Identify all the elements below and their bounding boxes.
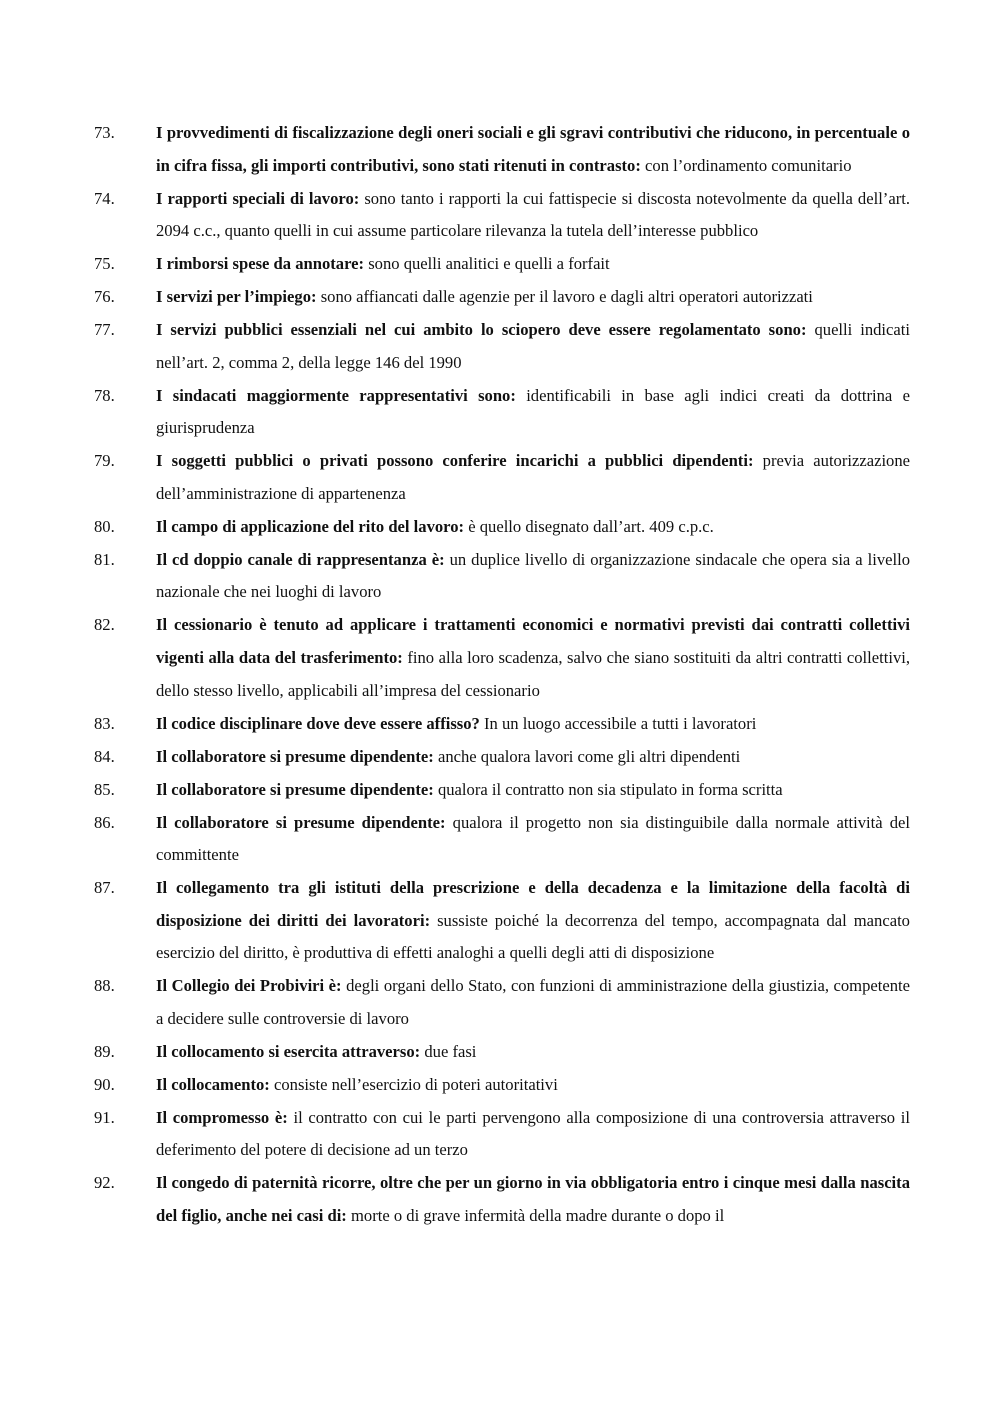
item-question: Il codice disciplinare dove deve essere affisso? bbox=[156, 713, 480, 733]
item-answer: un duplice livello di organizzazione sindacale che opera sia a livello nazionale che nei luoghi di lavoro bbox=[156, 549, 911, 602]
list-item bbox=[94, 544, 910, 609]
item-number: 92. bbox=[94, 1173, 115, 1193]
item-answer: sono affiancati dalle agenzie per il lavoro e dagli altri operatori autorizzati bbox=[320, 287, 813, 307]
item-question: Il collaboratore si presume dipendente: bbox=[156, 779, 434, 799]
item-question: Il collegamento tra gli istituti della prescrizione e della decadenza e la limitazione della facoltà di disposizione dei diritti dei lavoratori: bbox=[156, 878, 910, 930]
item-question: I servizi pubblici essenziali nel cui ambito lo sciopero deve essere regolamentato sono: bbox=[156, 320, 807, 340]
item-number: 87. bbox=[94, 878, 115, 898]
list-item bbox=[94, 708, 910, 741]
list-item bbox=[94, 609, 910, 707]
item-answer: previa autorizzazione dell’amministrazione di appartenenza bbox=[156, 451, 911, 503]
item-question: I rapporti speciali di lavoro: bbox=[156, 188, 360, 208]
item-number: 85. bbox=[94, 779, 115, 799]
item-text bbox=[156, 1167, 910, 1232]
list-item bbox=[94, 117, 910, 182]
list-item bbox=[94, 1102, 910, 1167]
list-item bbox=[94, 1069, 910, 1102]
item-text bbox=[156, 609, 910, 707]
item-text bbox=[156, 248, 910, 281]
item-number: 83. bbox=[94, 713, 115, 733]
list-item bbox=[94, 281, 910, 314]
item-text bbox=[156, 511, 910, 544]
item-text bbox=[156, 183, 910, 248]
item-answer: qualora il progetto non sia distinguibile dalla normale attività del committente bbox=[156, 812, 910, 865]
list-item bbox=[94, 970, 910, 1035]
item-number: 80. bbox=[94, 516, 115, 536]
item-number: 89. bbox=[94, 1041, 115, 1061]
item-number: 73. bbox=[94, 123, 115, 142]
list-item bbox=[94, 314, 910, 379]
list-item bbox=[94, 183, 910, 248]
item-text bbox=[156, 774, 910, 807]
item-text bbox=[156, 1069, 910, 1102]
item-number: 86. bbox=[94, 812, 115, 832]
item-answer: quelli indicati nell’art. 2, comma 2, della legge 146 del 1990 bbox=[156, 320, 910, 372]
item-answer: morte o di grave infermità della madre durante o dopo il bbox=[350, 1206, 725, 1226]
item-number: 76. bbox=[94, 287, 115, 307]
item-text bbox=[156, 1036, 910, 1069]
item-number: 77. bbox=[94, 320, 115, 340]
item-question: I sindacati maggiormente rappresentativi sono: bbox=[156, 385, 516, 405]
item-text bbox=[156, 445, 910, 510]
item-number: 78. bbox=[94, 385, 115, 405]
item-number: 81. bbox=[94, 549, 115, 569]
item-question: Il collocamento: bbox=[156, 1074, 270, 1094]
item-answer: due fasi bbox=[424, 1041, 477, 1061]
item-text bbox=[156, 281, 910, 314]
list-item bbox=[94, 1036, 910, 1069]
item-text bbox=[156, 741, 910, 774]
item-text bbox=[156, 708, 910, 741]
item-number: 74. bbox=[94, 188, 115, 208]
item-question: Il collocamento si esercita attraverso: bbox=[156, 1041, 421, 1061]
item-answer: con l’ordinamento comunitario bbox=[645, 155, 852, 175]
item-question: Il collaboratore si presume dipendente: bbox=[156, 746, 434, 766]
item-number: 91. bbox=[94, 1107, 115, 1127]
item-text bbox=[156, 970, 910, 1035]
list-item bbox=[94, 807, 910, 872]
item-text bbox=[156, 807, 910, 872]
item-answer: consiste nell’esercizio di poteri autoritativi bbox=[273, 1074, 558, 1094]
item-answer: il contratto con cui le parti pervengono alla composizione di una controversia attraverso il deferimento del potere di decisione ad un terzo bbox=[156, 1107, 910, 1160]
item-answer: fino alla loro scadenza, salvo che siano sostituiti da altri contratti collettivi, dello stesso livello, applicabili all’impresa del cessionario bbox=[156, 648, 910, 700]
item-question: Il cd doppio canale di rappresentanza è: bbox=[156, 549, 445, 569]
item-question: Il campo di applicazione del rito del lavoro: bbox=[156, 516, 465, 536]
item-answer: qualora il contratto non sia stipulato in forma scritta bbox=[437, 779, 783, 799]
item-question: I provvedimenti di fiscalizzazione degli oneri sociali e gli sgravi contributivi che riducono, in percentuale o in cifra fissa, gli importi contributivi, sono stati ritenuti in contrasto: bbox=[156, 123, 910, 175]
question-answer-list bbox=[94, 117, 910, 1233]
item-question: Il collaboratore si presume dipendente: bbox=[156, 812, 446, 832]
item-text bbox=[156, 117, 910, 182]
list-item bbox=[94, 511, 910, 544]
item-answer: è quello disegnato dall’art. 409 c.p.c. bbox=[468, 516, 714, 536]
list-item bbox=[94, 380, 910, 445]
list-item bbox=[94, 741, 910, 774]
item-text bbox=[156, 314, 910, 379]
item-question: Il congedo di paternità ricorre, oltre che per un giorno in via obbligatoria entro i cinque mesi dalla nascita del figlio, anche nei casi di: bbox=[156, 1173, 910, 1226]
item-answer: sussiste poiché la decorrenza del tempo, accompagnata dal mancato esercizio del diritto, è produttiva di effetti analoghi a quelli degli atti di disposizione bbox=[156, 910, 910, 963]
item-question: I servizi per l’impiego: bbox=[156, 287, 317, 307]
list-item bbox=[94, 774, 910, 807]
item-text bbox=[156, 872, 910, 970]
item-answer: sono quelli analitici e quelli a forfait bbox=[368, 254, 610, 274]
item-answer: identificabili in base agli indici creati da dottrina e giurisprudenza bbox=[156, 385, 910, 438]
item-text bbox=[156, 544, 910, 609]
item-text bbox=[156, 1102, 910, 1167]
item-answer: degli organi dello Stato, con funzioni di amministrazione della giustizia, competente a decidere sulle controversie di lavoro bbox=[156, 976, 910, 1028]
item-number: 75. bbox=[94, 254, 115, 274]
item-number: 79. bbox=[94, 451, 115, 471]
item-question: I soggetti pubblici o privati possono conferire incarichi a pubblici dipendenti: bbox=[156, 451, 754, 471]
item-answer: In un luogo accessibile a tutti i lavoratori bbox=[484, 713, 757, 733]
item-number: 82. bbox=[94, 615, 115, 635]
item-number: 90. bbox=[94, 1074, 115, 1094]
item-text bbox=[156, 380, 910, 445]
item-question: Il cessionario è tenuto ad applicare i trattamenti economici e normativi previsti dai contratti collettivi vigenti alla data del trasferimento: bbox=[156, 615, 910, 668]
list-item bbox=[94, 445, 910, 510]
item-question: Il compromesso è: bbox=[156, 1107, 288, 1127]
list-item bbox=[94, 1167, 910, 1232]
list-item bbox=[94, 872, 910, 970]
item-question: I rimborsi spese da annotare: bbox=[156, 254, 365, 274]
item-question: Il Collegio dei Probiviri è: bbox=[156, 976, 342, 996]
item-answer: sono tanto i rapporti la cui fattispecie si discosta notevolmente da quella dell’art. 2094 c.c., quanto quelli in cui assume particolare rilevanza la tutela dell’interesse pubblico bbox=[156, 188, 910, 241]
list-item bbox=[94, 248, 910, 281]
item-answer: anche qualora lavori come gli altri dipendenti bbox=[437, 746, 741, 766]
item-number: 88. bbox=[94, 976, 115, 996]
item-number: 84. bbox=[94, 746, 115, 766]
